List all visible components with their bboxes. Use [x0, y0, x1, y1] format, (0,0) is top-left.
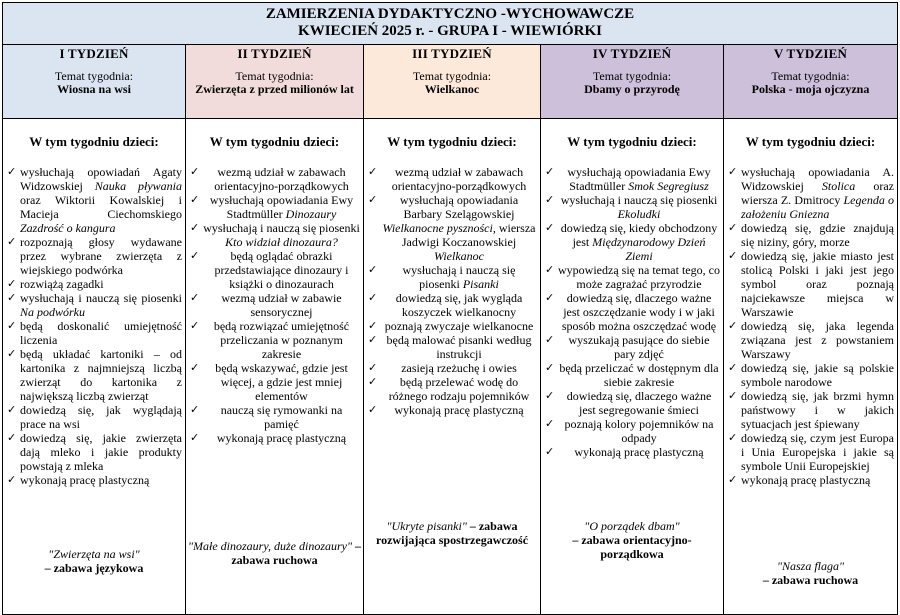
topic-label: Temat tygodnia:	[235, 69, 314, 83]
activity-text: wezmą udział w zabawach orientacyjno-porządkowych	[391, 165, 527, 193]
checkmark-icon: ✓	[545, 263, 555, 276]
game-type: – zabawa rozwijająca spostrzegawczość	[375, 519, 529, 547]
checkmark-icon: ✓	[545, 417, 555, 430]
game-block	[186, 539, 363, 567]
activity-text: będą układać kartoniki – od kartonika z najmniejszą liczbą zwierząt do kartonika z największą liczbą zwierząt	[20, 347, 182, 403]
activity-item	[367, 333, 537, 361]
activity-item	[727, 165, 894, 221]
week-2-header	[186, 45, 364, 119]
activity-item	[727, 389, 894, 431]
activity-item	[544, 417, 720, 445]
activity-text: dowiedzą się, kiedy obchodzony jest	[560, 221, 718, 249]
checkmark-icon: ✓	[368, 333, 378, 346]
activity-text: wysłuchają opowiadania Ewy Stadtmüller	[209, 193, 354, 221]
activity-list	[727, 165, 894, 487]
activity-item	[189, 291, 360, 319]
activity-text: wykonają pracę plastyczną	[741, 473, 871, 487]
checkmark-icon: ✓	[7, 473, 17, 486]
activity-item	[544, 193, 720, 221]
intro-heading: W tym tygodniu dzieci:	[29, 134, 159, 149]
game-name: "Nasza flaga"	[776, 559, 845, 573]
activity-text: będą malować pisanki według instrukcji	[386, 333, 532, 361]
activity-text: wysłuchają i nauczą się piosenki	[560, 193, 718, 207]
intro-heading: W tym tygodniu dzieci:	[209, 134, 340, 149]
activity-item	[727, 319, 894, 361]
checkmark-icon: ✓	[7, 347, 17, 360]
topic-label: Temat tygodnia:	[592, 69, 672, 83]
activity-title: Kto widział dinozaura?	[225, 235, 338, 249]
checkmark-icon: ✓	[190, 221, 200, 234]
activity-item	[544, 291, 720, 333]
checkmark-icon: ✓	[545, 291, 555, 304]
activity-text: wykonają pracę plastyczną	[394, 403, 524, 417]
activity-item	[727, 473, 894, 487]
activity-item	[727, 361, 894, 389]
activity-item	[6, 347, 182, 403]
intro-heading: W tym tygodniu dzieci:	[387, 134, 517, 149]
checkmark-icon: ✓	[7, 235, 17, 248]
title-cell	[3, 3, 898, 45]
activity-item	[367, 263, 537, 291]
activity-text: wypowiedzą się na temat tego, co może zagrażać przyrodzie	[558, 263, 720, 291]
game-name: "Ukryte pisanki"	[386, 519, 467, 533]
activity-text: wyszukają pasujące do siebie pary zdjęć	[568, 333, 710, 361]
plan-document	[2, 2, 897, 615]
activity-item	[367, 291, 537, 319]
checkmark-icon: ✓	[368, 291, 378, 304]
activity-text: wezmą udział w zabawie sensorycznej	[221, 291, 342, 319]
checkmark-icon: ✓	[545, 389, 555, 402]
activity-text: dowiedzą się, jakie zwierzęta dają mleko i jakie produkty powstają z mleka	[20, 431, 182, 473]
week-1-header	[3, 45, 186, 119]
activity-text: będą rozwiązać umiejętność przeliczania w poznanym zakresie	[213, 319, 350, 361]
game-block	[724, 559, 897, 587]
checkmark-icon: ✓	[545, 361, 555, 374]
activity-title: Legenda o założeniu Gniezna	[741, 193, 895, 221]
activity-item	[727, 249, 894, 319]
checkmark-icon: ✓	[368, 165, 378, 178]
game-type: – zabawa ruchowa	[762, 573, 859, 587]
checkmark-icon: ✓	[190, 291, 200, 304]
activity-text: wysłuchają opowiadania Barbary Szelągowskiej	[399, 193, 519, 221]
checkmark-icon: ✓	[190, 165, 200, 178]
checkmark-icon: ✓	[368, 403, 378, 416]
week-2-content	[186, 119, 364, 615]
checkmark-icon: ✓	[368, 263, 378, 276]
checkmark-icon: ✓	[545, 165, 555, 178]
week-label: V TYDZIEŃ	[773, 46, 848, 61]
intro-heading: W tym tygodniu dzieci:	[745, 134, 876, 149]
activity-text: będą doskonalić umiejętność liczenia	[20, 319, 182, 347]
checkmark-icon: ✓	[7, 277, 17, 290]
game-type: – zabawa orientacyjno-porządkowa	[572, 533, 692, 561]
plan-table	[2, 2, 898, 615]
activity-item	[367, 319, 537, 333]
checkmark-icon: ✓	[728, 389, 738, 402]
week-4-content	[541, 119, 724, 615]
activity-title: Pisanki	[462, 277, 499, 291]
activity-item	[544, 389, 720, 417]
activity-item	[189, 319, 360, 361]
activity-item	[189, 193, 360, 221]
activity-text: oraz Wiktorii Kowalskiej i Macieja Ciechomskiego	[20, 193, 182, 221]
checkmark-icon: ✓	[190, 193, 200, 206]
activity-text: wysłuchają i nauczą się piosenki	[402, 263, 516, 291]
checkmark-icon: ✓	[7, 431, 17, 444]
checkmark-icon: ✓	[368, 193, 378, 206]
game-block	[364, 519, 540, 547]
activity-item	[727, 221, 894, 249]
checkmark-icon: ✓	[728, 361, 738, 374]
week-5-content	[724, 119, 898, 615]
activity-text: wiersza Jadwigi Koczanowskiej	[401, 221, 536, 249]
activity-item	[189, 165, 360, 193]
activity-item	[6, 165, 182, 235]
checkmark-icon: ✓	[545, 445, 555, 458]
activity-title: Ekoludki	[617, 207, 661, 221]
game-type: – zabawa ruchowa	[231, 539, 362, 567]
activity-title: Dinozaury	[285, 207, 337, 221]
activity-item	[189, 403, 360, 431]
activity-title: Stolica	[821, 179, 856, 193]
activity-title: Zazdrość o kangura	[20, 221, 116, 235]
activity-list	[367, 165, 537, 417]
activity-text: dowiedzą się, dlaczego ważne jest segregowanie śmieci	[566, 389, 712, 417]
topic-title: Wiosna na wsi	[57, 82, 131, 96]
activity-title: Smok Segregiusz	[628, 179, 709, 193]
activity-text: dowiedzą się, jaka legenda związana jest z powstaniem Warszawy	[741, 319, 894, 361]
activity-item	[544, 165, 720, 193]
checkmark-icon: ✓	[545, 193, 555, 206]
intro-heading: W tym tygodniu dzieci:	[567, 134, 697, 149]
activity-item	[6, 319, 182, 347]
activity-item	[6, 431, 182, 473]
topic-title: Zwierzęta z przed milionów lat	[195, 82, 354, 96]
week-3-content	[364, 119, 541, 615]
activity-item	[6, 291, 182, 319]
activity-text: wykonają pracę plastyczną	[216, 431, 347, 445]
checkmark-icon: ✓	[190, 361, 200, 374]
week-1-content	[3, 119, 186, 615]
week-label: IV TYDZIEŃ	[592, 46, 672, 61]
activity-text: będą przelewać wodę do różnego rodzaju pojemników	[388, 375, 530, 403]
activity-text: dowiedzą się, jak brzmi hymn państwowy i w jakich sytuacjach jest śpiewany	[741, 389, 894, 431]
checkmark-icon: ✓	[368, 375, 378, 388]
checkmark-icon: ✓	[368, 361, 378, 374]
activity-item	[544, 333, 720, 361]
activity-text: wysłuchają i nauczą się piosenki	[203, 221, 360, 235]
title-line-1: ZAMIERZENIA DYDAKTYCZNO -WYCHOWAWCZE	[265, 6, 635, 22]
activity-item	[544, 445, 720, 459]
activity-text: poznają zwyczaje wielkanocne	[384, 319, 534, 333]
week-label: II TYDZIEŃ	[237, 46, 312, 61]
game-name: "Małe dinozaury, duże dinozaury"	[187, 539, 353, 553]
activity-item	[189, 249, 360, 291]
week-label: I TYDZIEŃ	[59, 46, 129, 61]
week-label: III TYDZIEŃ	[412, 46, 492, 61]
checkmark-icon: ✓	[190, 431, 200, 444]
checkmark-icon: ✓	[728, 319, 738, 332]
activity-text: nauczą się rymowanki na pamięć	[220, 403, 343, 431]
activity-text: zasieją rzeżuchę i owies	[401, 361, 517, 375]
activity-list	[544, 165, 720, 459]
game-type: – zabawa językowa	[44, 561, 144, 575]
game-block	[3, 547, 185, 575]
activity-text: wykonają pracę plastyczną	[574, 445, 704, 459]
checkmark-icon: ✓	[728, 221, 738, 234]
activity-list	[6, 165, 182, 487]
activity-text: będą przeliczać w dostępnym dla siebie zakresie	[559, 361, 719, 389]
topic-label: Temat tygodnia:	[54, 69, 134, 83]
checkmark-icon: ✓	[7, 165, 17, 178]
activity-item	[727, 431, 894, 473]
activity-text: wezmą udział w zabawach orientacyjno-porządkowych	[214, 165, 349, 193]
checkmark-icon: ✓	[728, 473, 738, 486]
topic-title: Polska - moja ojczyzna	[751, 82, 870, 96]
activity-item	[6, 403, 182, 431]
activity-item	[6, 277, 182, 291]
checkmark-icon: ✓	[190, 403, 200, 416]
activity-item	[367, 361, 537, 375]
activity-item	[544, 263, 720, 291]
activity-item	[6, 235, 182, 277]
activity-item	[189, 431, 360, 445]
activity-text: rozpoznają głosy wydawane przez wybrane zwierzęta z wiejskiego podwórka	[20, 235, 182, 277]
activity-text: rozwiążą zagadki	[20, 277, 104, 291]
activity-text: wysłuchają opowiadania A. Widzowskiej	[741, 165, 894, 193]
activity-item	[189, 361, 360, 403]
activity-title: Na podwórku	[20, 305, 86, 319]
checkmark-icon: ✓	[728, 165, 738, 178]
activity-text: wysłuchają i nauczą się piosenki	[20, 291, 182, 305]
checkmark-icon: ✓	[190, 319, 200, 332]
activity-text: oraz wiersza Z. Dmitrocy	[741, 179, 894, 207]
activity-text: dowiedzą się, jak wyglądają prace na wsi	[20, 403, 182, 431]
activity-item	[367, 193, 537, 263]
activity-item	[544, 221, 720, 263]
activity-text: będą wskazywać, gdzie jest więcej, a gdzie jest mniej elementów	[215, 361, 348, 403]
checkmark-icon: ✓	[190, 249, 200, 262]
topic-title: Dbamy o przyrodę	[584, 82, 680, 96]
activity-item	[189, 221, 360, 249]
activity-item	[544, 361, 720, 389]
activity-text: dowiedzą się, jak wygląda koszyczek wielkanocny	[395, 291, 523, 319]
activity-title: Wielkanoc	[434, 249, 484, 263]
checkmark-icon: ✓	[7, 403, 17, 416]
activity-text: dowiedzą się, jakie miasto jest stolicą Polski i jaki jest jego symbol oraz poznają najciekawsze miejsca w Warszawie	[741, 249, 894, 319]
activity-text: wysłuchają opowiadania Ewy Stadtmüller	[567, 165, 711, 193]
activity-item	[367, 375, 537, 403]
game-block	[541, 519, 723, 561]
activity-text: wykonają pracę plastyczną	[20, 473, 150, 487]
activity-title: Nauka pływania	[94, 179, 182, 193]
checkmark-icon: ✓	[728, 431, 738, 444]
activity-list	[189, 165, 360, 445]
activity-item	[6, 473, 182, 487]
activity-text: dowiedzą się, gdzie znajdują się niziny, góry, morze	[741, 221, 894, 249]
topic-label: Temat tygodnia:	[771, 69, 850, 83]
title-line-2: KWIECIEŃ 2025 r. - GRUPA I - WIEWIÓRKI	[298, 23, 602, 39]
activity-item	[367, 403, 537, 417]
week-5-header	[724, 45, 898, 119]
topic-title: Wielkanoc	[424, 82, 480, 96]
game-name: "O porządek dbam"	[584, 519, 680, 533]
activity-text: będą oglądać obrazki przedstawiające dinozaury i książki o dinozaurach	[214, 249, 349, 291]
checkmark-icon: ✓	[728, 249, 738, 262]
topic-label: Temat tygodnia:	[412, 69, 492, 83]
activity-text: dowiedzą się, czym jest Europa i Unia Europejska i jakie są symbole Unii Europejskiej	[741, 431, 894, 473]
week-4-header	[541, 45, 724, 119]
activity-text: dowiedzą się, jakie są polskie symbole narodowe	[741, 361, 894, 389]
checkmark-icon: ✓	[7, 319, 17, 332]
activity-title: Międzynarodowy Dzień Ziemi	[592, 235, 706, 263]
activity-text: poznają kolory pojemników na odpady	[564, 417, 714, 445]
activity-item	[367, 165, 537, 193]
checkmark-icon: ✓	[545, 333, 555, 346]
activity-text: wysłuchają opowiadań Agaty Widzowskiej	[20, 165, 182, 193]
activity-title: Wielkanocne pyszności,	[382, 221, 496, 235]
week-3-header	[364, 45, 541, 119]
checkmark-icon: ✓	[545, 221, 555, 234]
checkmark-icon: ✓	[368, 319, 378, 332]
activity-text: dowiedzą się, dlaczego ważne jest oszczędzanie wody i w jaki sposób można oszczędzać wodę	[561, 291, 717, 333]
checkmark-icon: ✓	[7, 291, 17, 304]
game-name: "Zwierzęta na wsi"	[48, 547, 140, 561]
